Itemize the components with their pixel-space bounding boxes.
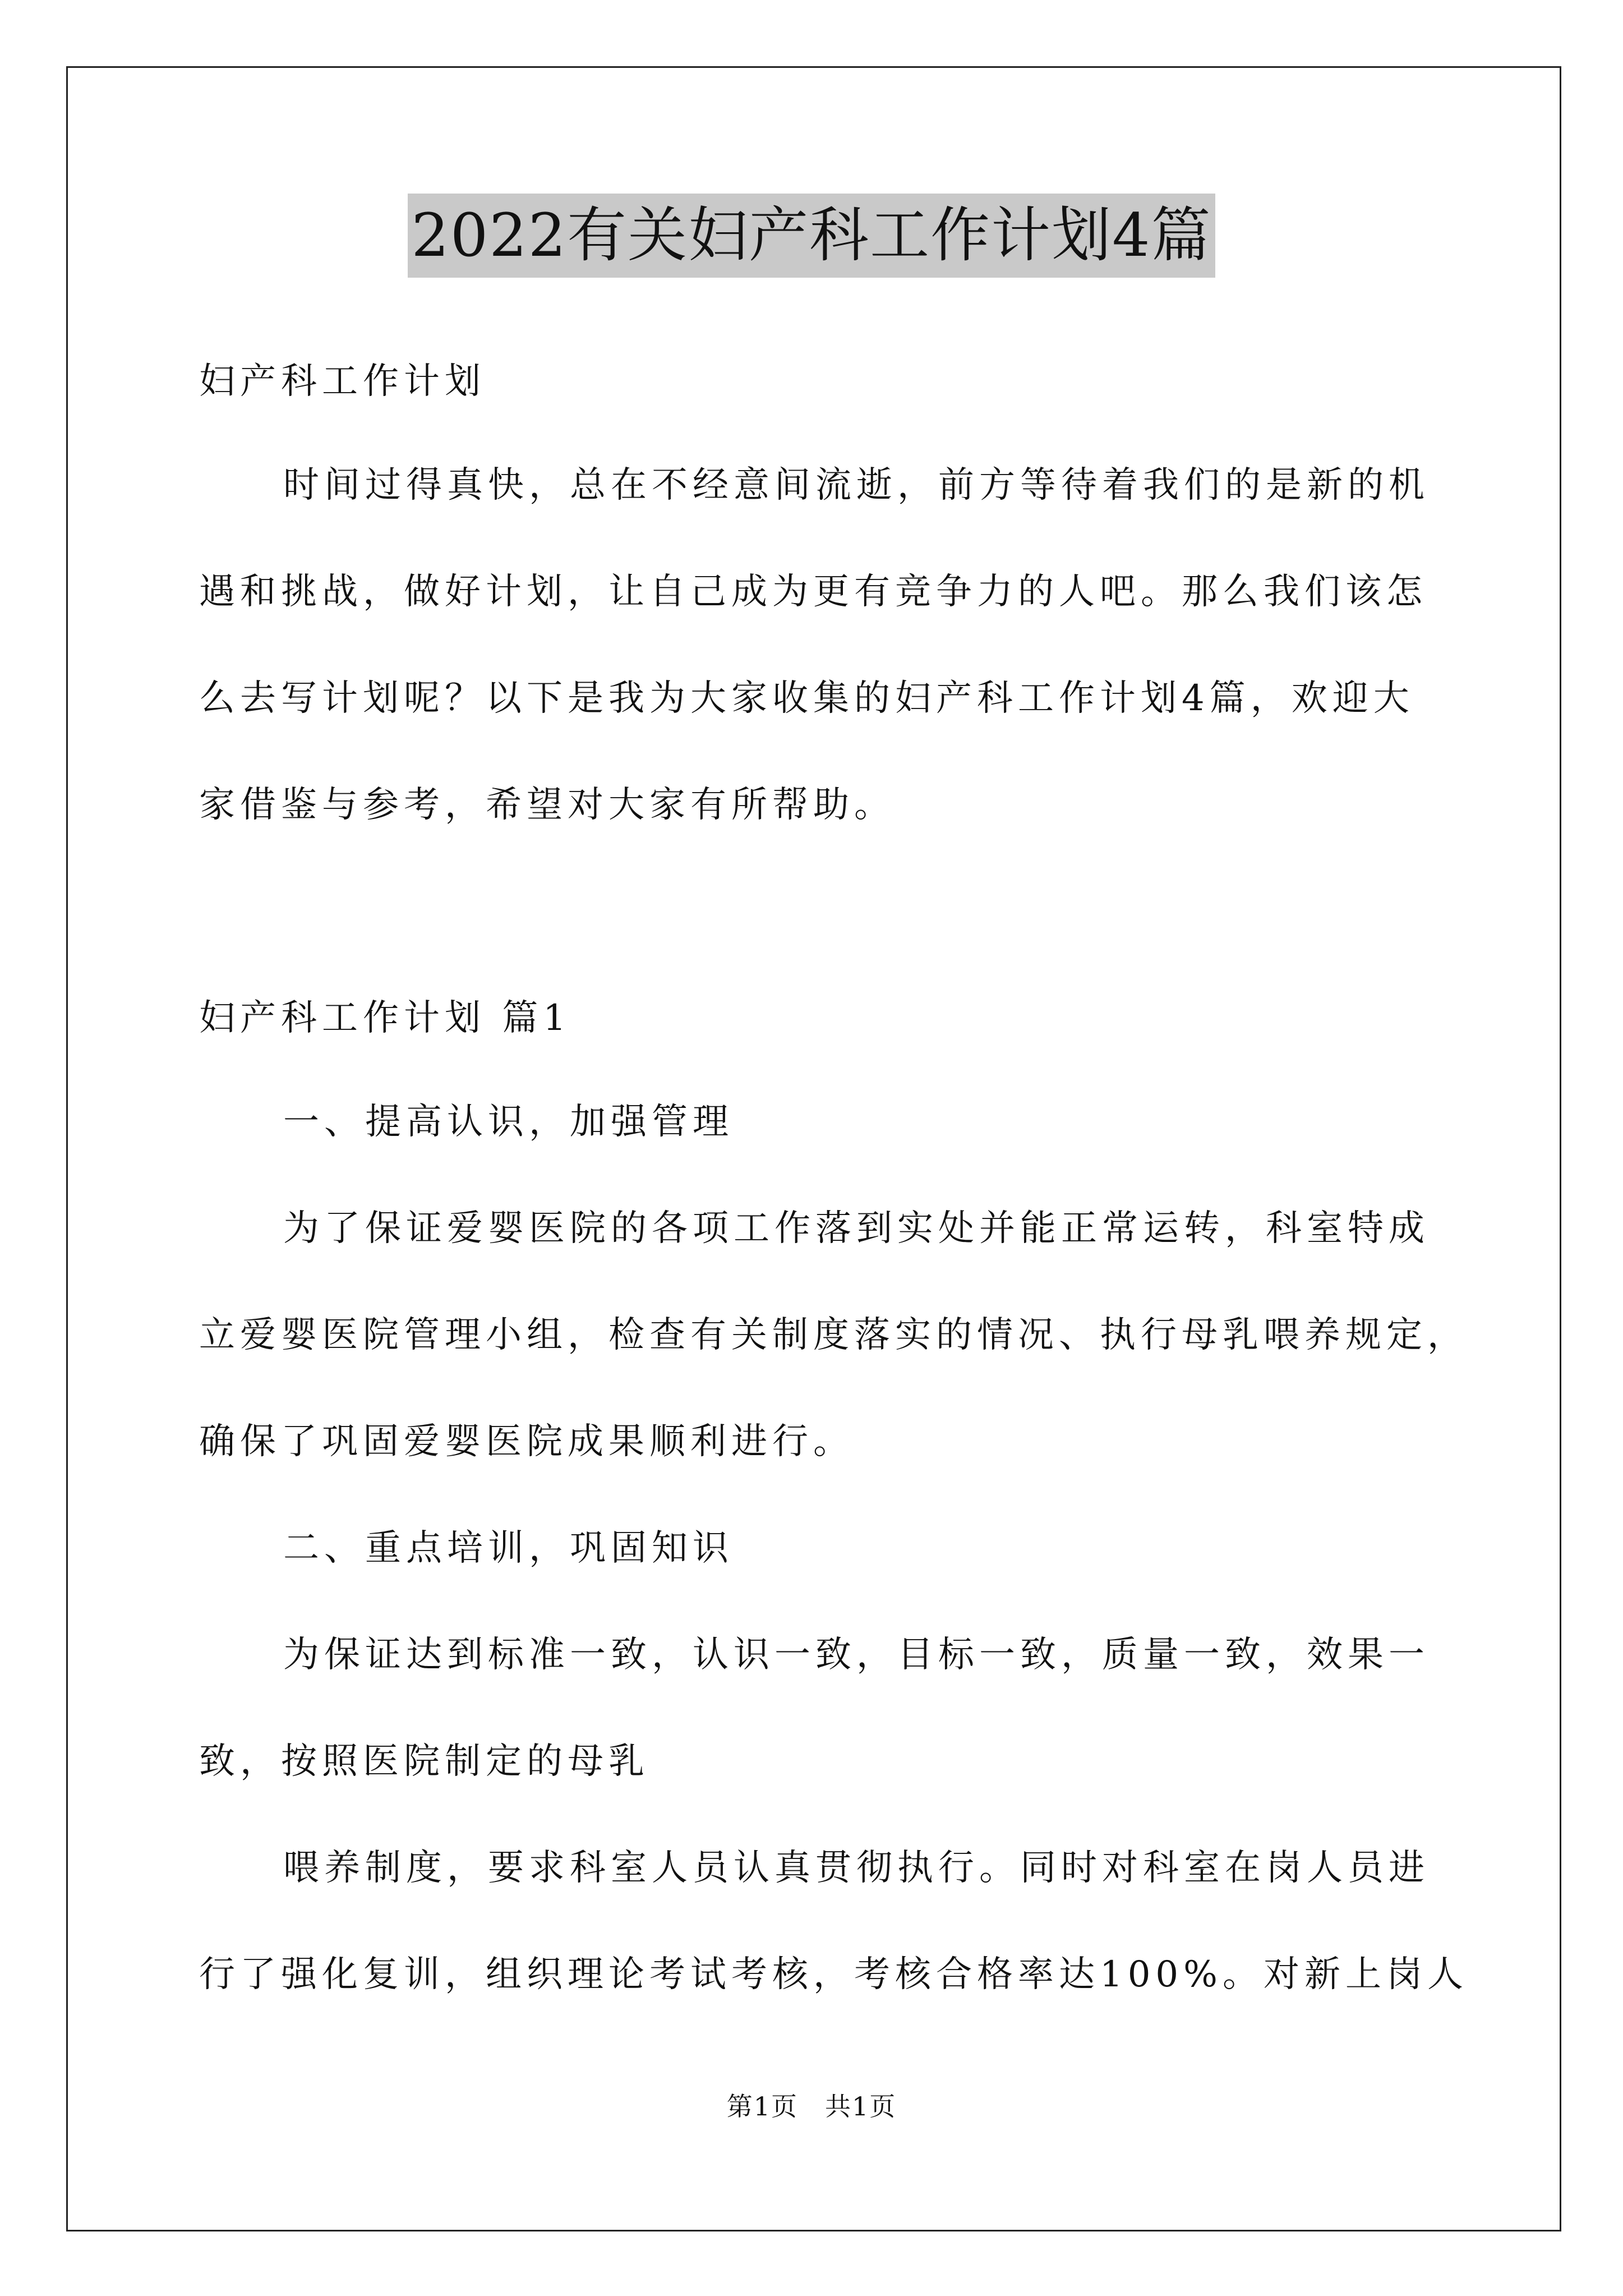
title-container bbox=[0, 194, 1623, 278]
paragraph-line: 喂养制度，要求科室人员认真贯彻执行。同时对科室在岗人员进 bbox=[283, 1847, 1430, 1889]
page-footer: 第1页 共1页 bbox=[726, 2091, 897, 2122]
paragraph-line: 么去写计划呢？以下是我为大家收集的妇产科工作计划4篇，欢迎大 bbox=[199, 678, 1414, 719]
section-heading: 妇产科工作计划 篇1 bbox=[199, 997, 571, 1039]
paragraph-line: 时间过得真快，总在不经意间流逝，前方等待着我们的是新的机 bbox=[283, 464, 1430, 506]
section-heading: 妇产科工作计划 bbox=[199, 361, 486, 402]
document-title: 2022有关妇产科工作计划4篇 bbox=[408, 194, 1215, 278]
paragraph-line: 遇和挑战，做好计划，让自己成为更有竞争力的人吧。那么我们该怎 bbox=[199, 571, 1427, 613]
subheading: 一、提高认识，加强管理 bbox=[283, 1101, 734, 1143]
paragraph-line: 立爱婴医院管理小组，检查有关制度落实的情况、执行母乳喂养规定， bbox=[199, 1314, 1468, 1356]
paragraph-line: 为保证达到标准一致，认识一致，目标一致，质量一致，效果一 bbox=[283, 1634, 1430, 1676]
paragraph-line: 行了强化复训，组织理论考试考核，考核合格率达100%。对新上岗人 bbox=[199, 1954, 1468, 1995]
subheading: 二、重点培训，巩固知识 bbox=[283, 1527, 734, 1569]
paragraph-line: 确保了巩固爱婴医院成果顺利进行。 bbox=[199, 1421, 854, 1462]
paragraph-line: 为了保证爱婴医院的各项工作落到实处并能正常运转，科室特成 bbox=[283, 1208, 1430, 1249]
paragraph-line: 家借鉴与参考，希望对大家有所帮助。 bbox=[199, 784, 895, 826]
paragraph-line: 致，按照医院制定的母乳 bbox=[199, 1741, 649, 1782]
